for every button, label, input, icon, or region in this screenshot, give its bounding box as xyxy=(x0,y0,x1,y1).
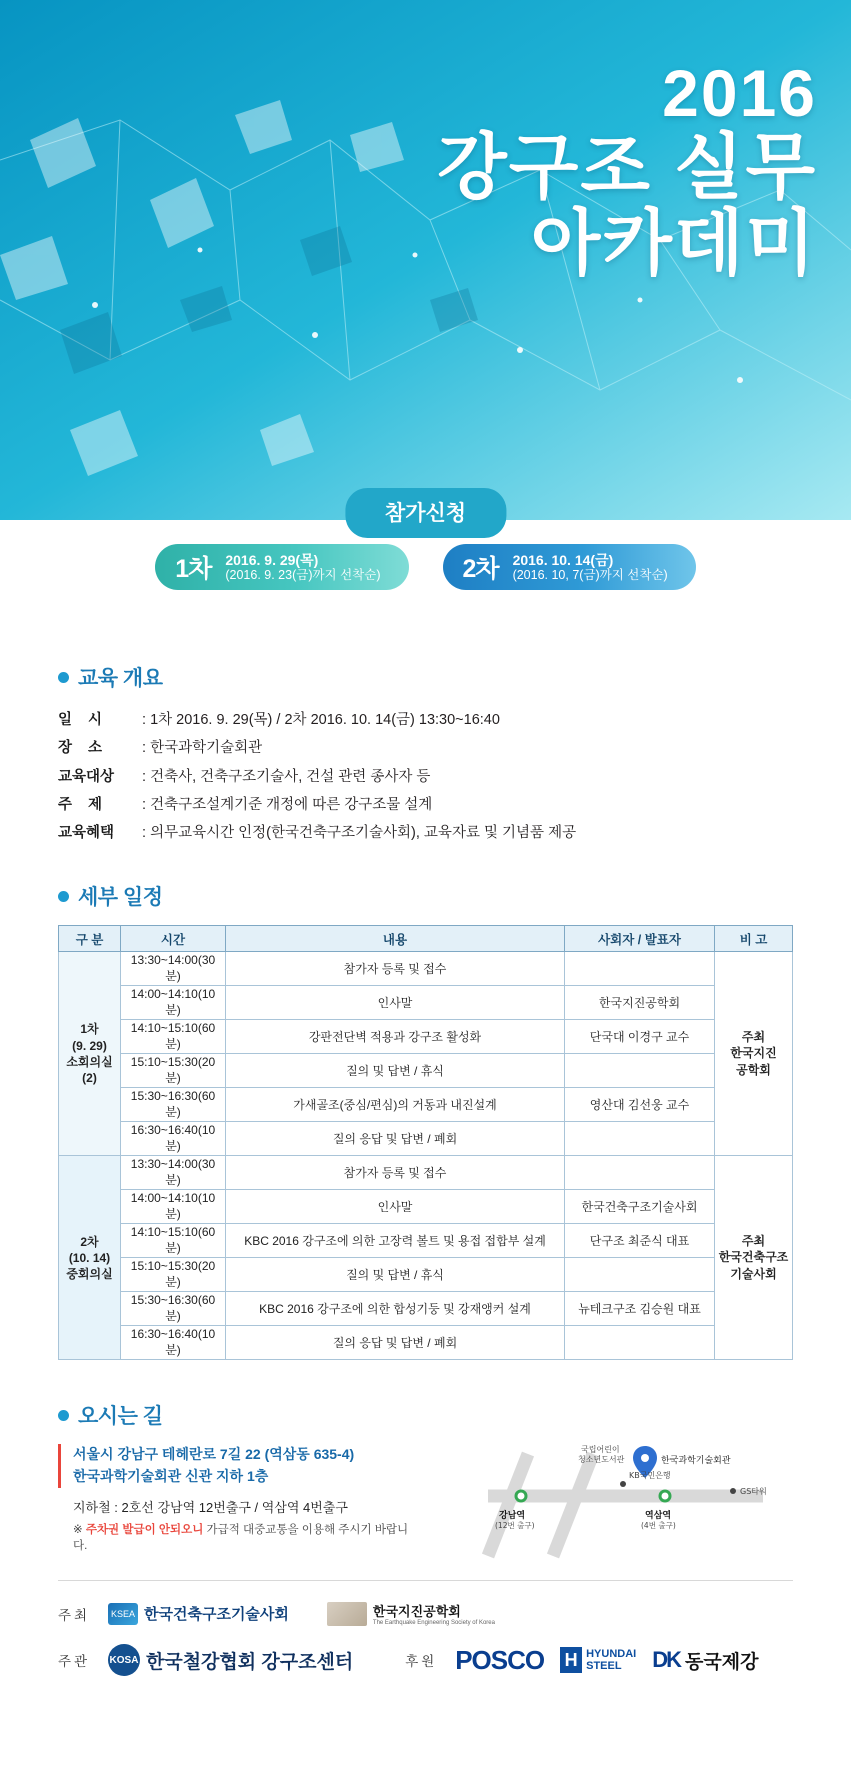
th-0: 구 분 xyxy=(59,926,121,952)
svg-text:한국과학기술회관: 한국과학기술회관 xyxy=(661,1456,731,1467)
table-row xyxy=(59,1258,793,1292)
bullet-dot-icon xyxy=(58,891,69,902)
overview-row xyxy=(58,706,793,734)
organizer-name: 한국철강협회 강구조센터 xyxy=(146,1651,354,1673)
overview-val-0: : 1차 2016. 9. 29(목) / 2차 2016. 10. 14(금) 13:30~16:40 xyxy=(142,712,500,728)
row-time: 14:00~14:10(10분) xyxy=(121,1190,226,1224)
organizer-row xyxy=(58,1644,793,1676)
row-speaker: 뉴테크구조 김승원 대표 xyxy=(565,1292,715,1326)
station-marker-left xyxy=(516,1491,526,1501)
row-content: KBC 2016 강구조에 의한 고장력 볼트 및 용접 접합부 설계 xyxy=(226,1224,565,1258)
overview-val-1: : 한국과학기술회관 xyxy=(142,740,263,757)
table-row xyxy=(59,1088,793,1122)
row-content: KBC 2016 강구조에 의한 합성기둥 및 강재앵커 설계 xyxy=(226,1292,565,1326)
overview-key-0: 일 시 xyxy=(58,712,109,728)
overview-val-4: : 의무교육시간 인정(한국건축구조기술사회), 교육자료 및 기념품 제공 xyxy=(142,825,577,842)
hyundai-line2: STEEL xyxy=(586,1660,622,1673)
overview-table xyxy=(58,706,793,847)
svg-text:청소년도서관: 청소년도서관 xyxy=(578,1455,625,1465)
table-row xyxy=(59,1122,793,1156)
table-row xyxy=(59,1156,793,1190)
hyundai-line1: HYUNDAI xyxy=(586,1648,637,1661)
note-rest: 가급적 대중교통을 이용해 주시기 바랍니다. xyxy=(73,1523,409,1552)
overview-row xyxy=(58,791,793,819)
row-time: 14:10~15:10(60분) xyxy=(121,1224,226,1258)
row-time: 15:30~16:30(60분) xyxy=(121,1088,226,1122)
row-speaker: 한국지진공학회 xyxy=(565,986,715,1020)
bullet-dot-icon xyxy=(58,672,69,683)
directions-title: 오시는 길 xyxy=(78,1405,163,1429)
host-logo-1 xyxy=(108,1603,289,1625)
th-4: 비 고 xyxy=(715,926,793,952)
host-logo-2-text xyxy=(373,1601,495,1626)
map-graphic xyxy=(433,1444,793,1559)
row-content: 참가자 등록 및 접수 xyxy=(226,952,565,986)
row-time: 13:30~14:00(30분) xyxy=(121,1156,226,1190)
row-content: 참가자 등록 및 접수 xyxy=(226,1156,565,1190)
parking-note xyxy=(58,1521,417,1553)
directions-content xyxy=(58,1444,793,1554)
address-line-1: 서울시 강남구 테헤란로 7길 22 (역삼동 635-4) xyxy=(73,1446,355,1463)
row-speaker xyxy=(565,952,715,986)
round-1-dates xyxy=(225,552,386,582)
kaa-emblem-icon: KSEA xyxy=(108,1603,138,1625)
row-speaker: 단국대 이경구 교수 xyxy=(565,1020,715,1054)
row-time: 15:30~16:30(60분) xyxy=(121,1292,226,1326)
schedule-body xyxy=(59,952,793,1360)
round-2-dates xyxy=(513,552,674,582)
round-1-deadline: (2016. 9. 23(금)까지 선착순) xyxy=(225,567,381,582)
table-row xyxy=(59,1020,793,1054)
schedule-table xyxy=(58,925,793,1360)
round-2-date: 2016. 10. 14(금) xyxy=(512,551,614,568)
row-time: 13:30~14:00(30분) xyxy=(121,952,226,986)
round-1-date: 2016. 9. 29(목) xyxy=(225,551,319,568)
row-speaker xyxy=(565,1258,715,1292)
group-2-note: 주최 한국건축구조 기술사회 xyxy=(715,1156,793,1360)
host-row xyxy=(58,1601,793,1626)
row-content: 인사말 xyxy=(226,986,565,1020)
host-logo-2-sub: The Earthquake Engineering Society of Korea xyxy=(372,1620,495,1627)
round-1-number: 1차 xyxy=(175,555,212,583)
table-header-row xyxy=(59,926,793,952)
row-speaker xyxy=(565,1156,715,1190)
directions-text xyxy=(58,1444,417,1554)
sponsor-label: 후원 xyxy=(405,1654,438,1670)
group-1-label: 1차 (9. 29) 소회의실(2) xyxy=(59,952,121,1156)
apply-tab-label[interactable]: 참가신청 xyxy=(345,488,506,538)
row-speaker: 한국건축구조기술사회 xyxy=(565,1190,715,1224)
table-row xyxy=(59,1224,793,1258)
row-content: 질의 응답 및 답변 / 폐회 xyxy=(226,1326,565,1360)
overview-row xyxy=(58,819,793,847)
row-time: 15:10~15:30(20분) xyxy=(121,1054,226,1088)
table-row xyxy=(59,1190,793,1224)
overview-title: 교육 개요 xyxy=(78,667,163,690)
note-red: 주차권 발급이 안되오니 xyxy=(85,1523,204,1536)
svg-text:강남역: 강남역 xyxy=(499,1511,526,1522)
row-speaker: 단구조 최준식 대표 xyxy=(565,1224,715,1258)
dongkuk-dk-icon: DK xyxy=(652,1647,681,1673)
svg-text:GS타워: GS타워 xyxy=(740,1487,767,1497)
table-row xyxy=(59,1292,793,1326)
bullet-dot-icon xyxy=(58,1410,69,1421)
overview-key-2: 교육대상 xyxy=(58,768,115,785)
row-time: 14:00~14:10(10분) xyxy=(121,986,226,1020)
host-label: 주최 xyxy=(58,1607,91,1623)
group-2-label: 2차 (10. 14) 중회의실 xyxy=(59,1156,121,1360)
table-row xyxy=(59,1054,793,1088)
svg-text:(4번 출구): (4번 출구) xyxy=(641,1521,676,1531)
directions-heading xyxy=(58,1400,793,1430)
row-time: 14:10~15:10(60분) xyxy=(121,1020,226,1054)
overview-val-2: : 건축사, 건축구조기술사, 건설 관련 종사자 등 xyxy=(142,768,431,785)
svg-text:역삼역: 역삼역 xyxy=(645,1511,672,1522)
row-speaker xyxy=(565,1326,715,1360)
note-prefix: ※ xyxy=(73,1523,86,1536)
row-speaker xyxy=(565,1122,715,1156)
svg-text:(12번 출구): (12번 출구) xyxy=(495,1521,535,1531)
row-content: 질의 및 답변 / 휴식 xyxy=(226,1258,565,1292)
poster-body xyxy=(0,662,851,1676)
schedule-heading xyxy=(58,881,793,911)
svg-text:국립어린이: 국립어린이 xyxy=(581,1445,620,1455)
row-time: 15:10~15:30(20분) xyxy=(121,1258,226,1292)
th-2: 내용 xyxy=(226,926,565,952)
subway-info: 지하철 : 2호선 강남역 12번출구 / 역삼역 4번출구 xyxy=(73,1499,348,1515)
row-speaker: 영산대 김선웅 교수 xyxy=(565,1088,715,1122)
overview-row xyxy=(58,734,793,762)
th-3: 사회자 / 발표자 xyxy=(565,926,715,952)
row-speaker xyxy=(565,1054,715,1088)
row-content: 인사말 xyxy=(226,1190,565,1224)
schedule-title: 세부 일정 xyxy=(78,886,163,910)
overview-key-4: 교육혜택 xyxy=(58,825,115,842)
poster-title-line2: 아카데미 xyxy=(530,204,817,284)
row-content: 질의 응답 및 답변 / 폐회 xyxy=(226,1122,565,1156)
round-badge-list xyxy=(0,544,851,590)
overview-row xyxy=(58,763,793,791)
row-content: 질의 및 답변 / 휴식 xyxy=(226,1054,565,1088)
poster-year: 2016 xyxy=(662,56,817,130)
group-1-note: 주최 한국지진 공학회 xyxy=(715,952,793,1156)
organizer-label: 주관 xyxy=(58,1654,91,1670)
host-logo-1-name: 한국건축구조기술사회 xyxy=(144,1606,289,1624)
row-time: 16:30~16:40(10분) xyxy=(121,1122,226,1156)
overview-key-3: 주 제 xyxy=(58,796,109,813)
host-logo-2-name: 한국지진공학회 xyxy=(372,1604,461,1620)
poster-title xyxy=(437,56,817,284)
host-logo-2 xyxy=(327,1601,495,1626)
hyundai-h-icon: H xyxy=(560,1647,582,1673)
hyundai-text xyxy=(586,1648,636,1672)
hero-banner xyxy=(0,0,851,520)
table-row xyxy=(59,986,793,1020)
apply-section xyxy=(0,502,851,640)
location-map[interactable] xyxy=(433,1444,793,1554)
overview-key-1: 장 소 xyxy=(58,740,109,757)
round-badge-1[interactable] xyxy=(155,544,408,590)
station-marker-right xyxy=(660,1491,670,1501)
address-block xyxy=(58,1444,417,1487)
overview-heading xyxy=(58,662,793,692)
row-content: 가새골조(중심/편심)의 거동과 내진설계 xyxy=(226,1088,565,1122)
sponsor-dongkuk-logo xyxy=(652,1647,758,1674)
svg-text:KB국민은행: KB국민은행 xyxy=(629,1471,671,1481)
footer-divider xyxy=(58,1580,793,1581)
sponsor-posco-logo: POSCO xyxy=(455,1644,545,1675)
overview-val-3: : 건축구조설계기준 개정에 따른 강구조물 설계 xyxy=(142,796,433,813)
poster-title-line1: 강구조 실무 xyxy=(437,128,817,208)
round-2-number: 2차 xyxy=(462,555,499,583)
eesk-emblem-icon xyxy=(327,1602,367,1626)
round-2-deadline: (2016. 10, 7(금)까지 선착순) xyxy=(512,567,668,582)
table-row xyxy=(59,952,793,986)
th-1: 시간 xyxy=(121,926,226,952)
row-time: 16:30~16:40(10분) xyxy=(121,1326,226,1360)
organizer-logo xyxy=(108,1644,353,1676)
row-content: 강판전단벽 적용과 강구조 활성화 xyxy=(226,1020,565,1054)
table-row xyxy=(59,1326,793,1360)
address-line-2: 한국과학기술회관 신관 지하 1층 xyxy=(73,1468,269,1485)
ksa-emblem-icon: KOSA xyxy=(108,1644,140,1676)
round-badge-2[interactable] xyxy=(443,544,696,590)
dongkuk-name: 동국제강 xyxy=(685,1651,759,1673)
sponsor-hyundai-logo xyxy=(560,1647,636,1673)
